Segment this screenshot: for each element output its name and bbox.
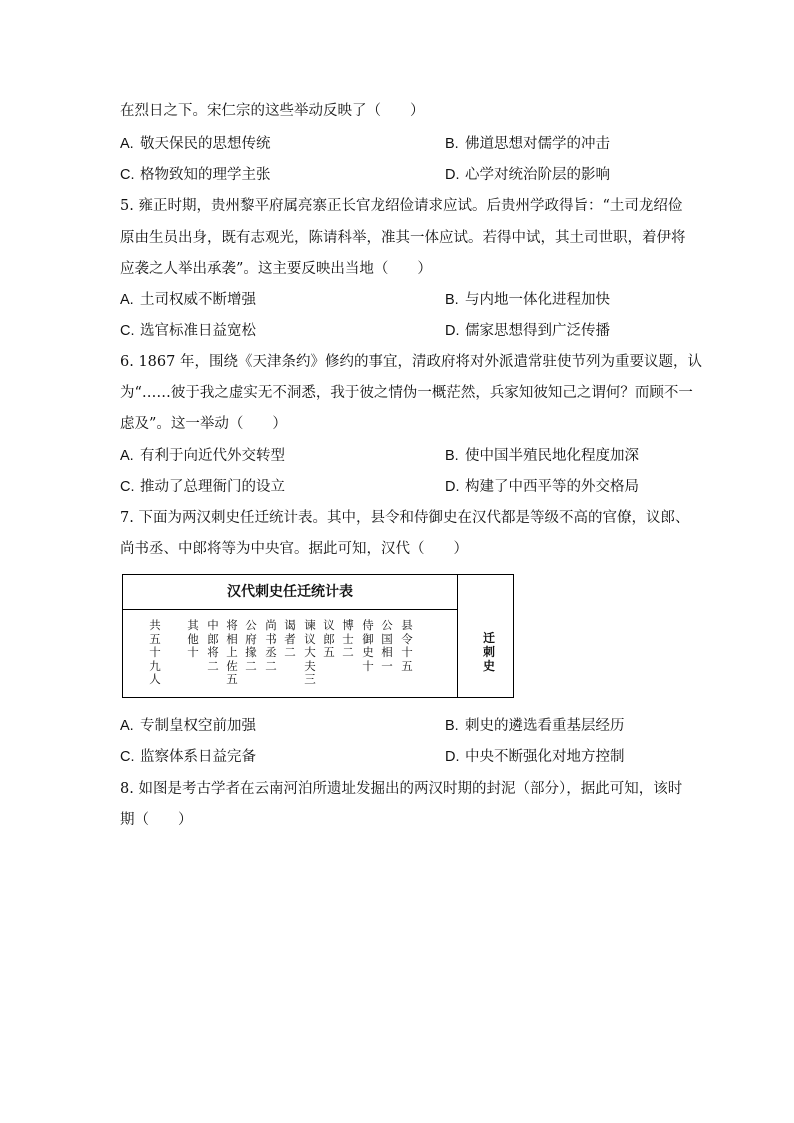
option-text: 土司权威不断增强: [140, 292, 256, 308]
table-column: 议郎五: [323, 618, 335, 659]
q7-stem-line-2: 尚书丞、中郎将等为中央官。据此可知，汉代（ ）: [120, 541, 468, 557]
option-label: A.: [120, 292, 134, 308]
option-text: 刺史的遴选看重基层经历: [465, 718, 625, 734]
option-label: D.: [445, 749, 460, 765]
option-text: 有利于向近代外交转型: [140, 448, 285, 464]
q5-option-d[interactable]: [445, 321, 610, 341]
q8-stem-line-1: 8. 如图是考古学者在云南河泊所遗址发掘出的两汉时期的封泥（部分），据此可知，该时: [120, 781, 683, 797]
q7-option-c[interactable]: [120, 747, 256, 767]
q5-stem-line-3: 应袭之人举出承袭”。这主要反映出当地（ ）: [120, 261, 432, 277]
option-label: D.: [445, 167, 460, 183]
option-text: 格物致知的理学主张: [140, 167, 271, 183]
table-divider: [457, 575, 458, 697]
option-label: B.: [445, 448, 459, 464]
q5-stem-line-2: 原由生员出身，既有志观光，陈请科举，准其一体应试。若得中试，其土司世职，着伊将: [120, 230, 686, 246]
table-column: 公府掾二: [245, 618, 257, 673]
option-text: 敬天保民的思想传统: [140, 136, 271, 152]
q6-option-d[interactable]: [445, 477, 639, 497]
q7-option-b[interactable]: [445, 716, 625, 736]
option-text: 佛道思想对儒学的冲击: [465, 136, 610, 152]
q6-stem-line-2: 为“……彼于我之虚实无不洞悉，我于彼之情伪一概茫然，兵家知彼知己之谓何？而顾不一: [120, 385, 693, 401]
q5-option-c[interactable]: [120, 321, 256, 341]
table-side-label: 迁刺史: [482, 631, 495, 673]
option-label: C.: [120, 479, 135, 495]
statistics-table: [122, 574, 514, 698]
table-column: 共五十九人: [149, 618, 161, 686]
option-label: D.: [445, 323, 460, 339]
option-label: C.: [120, 749, 135, 765]
table-column: 县令十五: [401, 618, 413, 673]
q6-stem-line-1: 6. 1867 年，围绕《天津条约》修约的事宜，清政府将对外派遣常驻使节列为重要议题，认: [120, 354, 702, 370]
option-label: D.: [445, 479, 460, 495]
table-column: 尚书丞二: [265, 618, 277, 673]
q7-stem-line-1: 7. 下面为两汉刺史任迁统计表。其中，县令和侍御史在汉代都是等级不高的官僚，议郎、: [120, 510, 690, 526]
q8-stem-line-2: 期（ ）: [120, 812, 193, 828]
option-text: 心学对统治阶层的影响: [465, 167, 610, 183]
q4-option-b[interactable]: [445, 134, 610, 154]
table-column: 中郎将二: [207, 618, 219, 673]
option-text: 使中国半殖民地化程度加深: [465, 448, 639, 464]
q4-stem-end: 在烈日之下。宋仁宗的这些举动反映了（ ）: [120, 103, 425, 119]
q7-option-d[interactable]: [445, 747, 625, 767]
option-text: 中央不断强化对地方控制: [465, 749, 625, 765]
q6-stem-line-3: 虑及”。这一举动（ ）: [120, 416, 287, 432]
table-column: 博士二: [342, 618, 354, 659]
q5-option-b[interactable]: [445, 290, 610, 310]
q7-option-a[interactable]: [120, 716, 256, 736]
option-label: A.: [120, 136, 134, 152]
option-label: C.: [120, 323, 135, 339]
option-text: 监察体系日益完备: [140, 749, 256, 765]
q5-option-a[interactable]: [120, 290, 256, 310]
table-column: 将相上佐五: [226, 618, 238, 686]
option-text: 选官标准日益宽松: [140, 323, 256, 339]
option-label: B.: [445, 292, 459, 308]
table-column: 谏议大夫三: [304, 618, 316, 686]
table-column: 公国相一: [381, 618, 393, 673]
q6-option-c[interactable]: [120, 477, 285, 497]
q4-option-d[interactable]: [445, 165, 610, 185]
option-text: 专制皇权空前加强: [140, 718, 256, 734]
table-column: 其他十: [187, 618, 199, 659]
q6-option-b[interactable]: [445, 446, 639, 466]
option-label: C.: [120, 167, 135, 183]
option-text: 构建了中西平等的外交格局: [465, 479, 639, 495]
option-text: 与内地一体化进程加快: [465, 292, 610, 308]
option-label: A.: [120, 718, 134, 734]
table-column: 侍御史十: [362, 618, 374, 673]
option-text: 儒家思想得到广泛传播: [465, 323, 610, 339]
table-divider: [123, 609, 457, 610]
q6-option-a[interactable]: [120, 446, 285, 466]
table-title: 汉代刺史任迁统计表: [227, 584, 353, 600]
q4-option-c[interactable]: [120, 165, 271, 185]
q5-stem-line-1: 5. 雍正时期，贵州黎平府属亮寨正长官龙绍俭请求应试。后贵州学政得旨：“土司龙绍俭: [120, 198, 683, 214]
table-column: 谒者二: [284, 618, 296, 659]
option-label: B.: [445, 718, 459, 734]
option-label: A.: [120, 448, 134, 464]
option-text: 推动了总理衙门的设立: [140, 479, 285, 495]
option-label: B.: [445, 136, 459, 152]
q4-option-a[interactable]: [120, 134, 271, 154]
